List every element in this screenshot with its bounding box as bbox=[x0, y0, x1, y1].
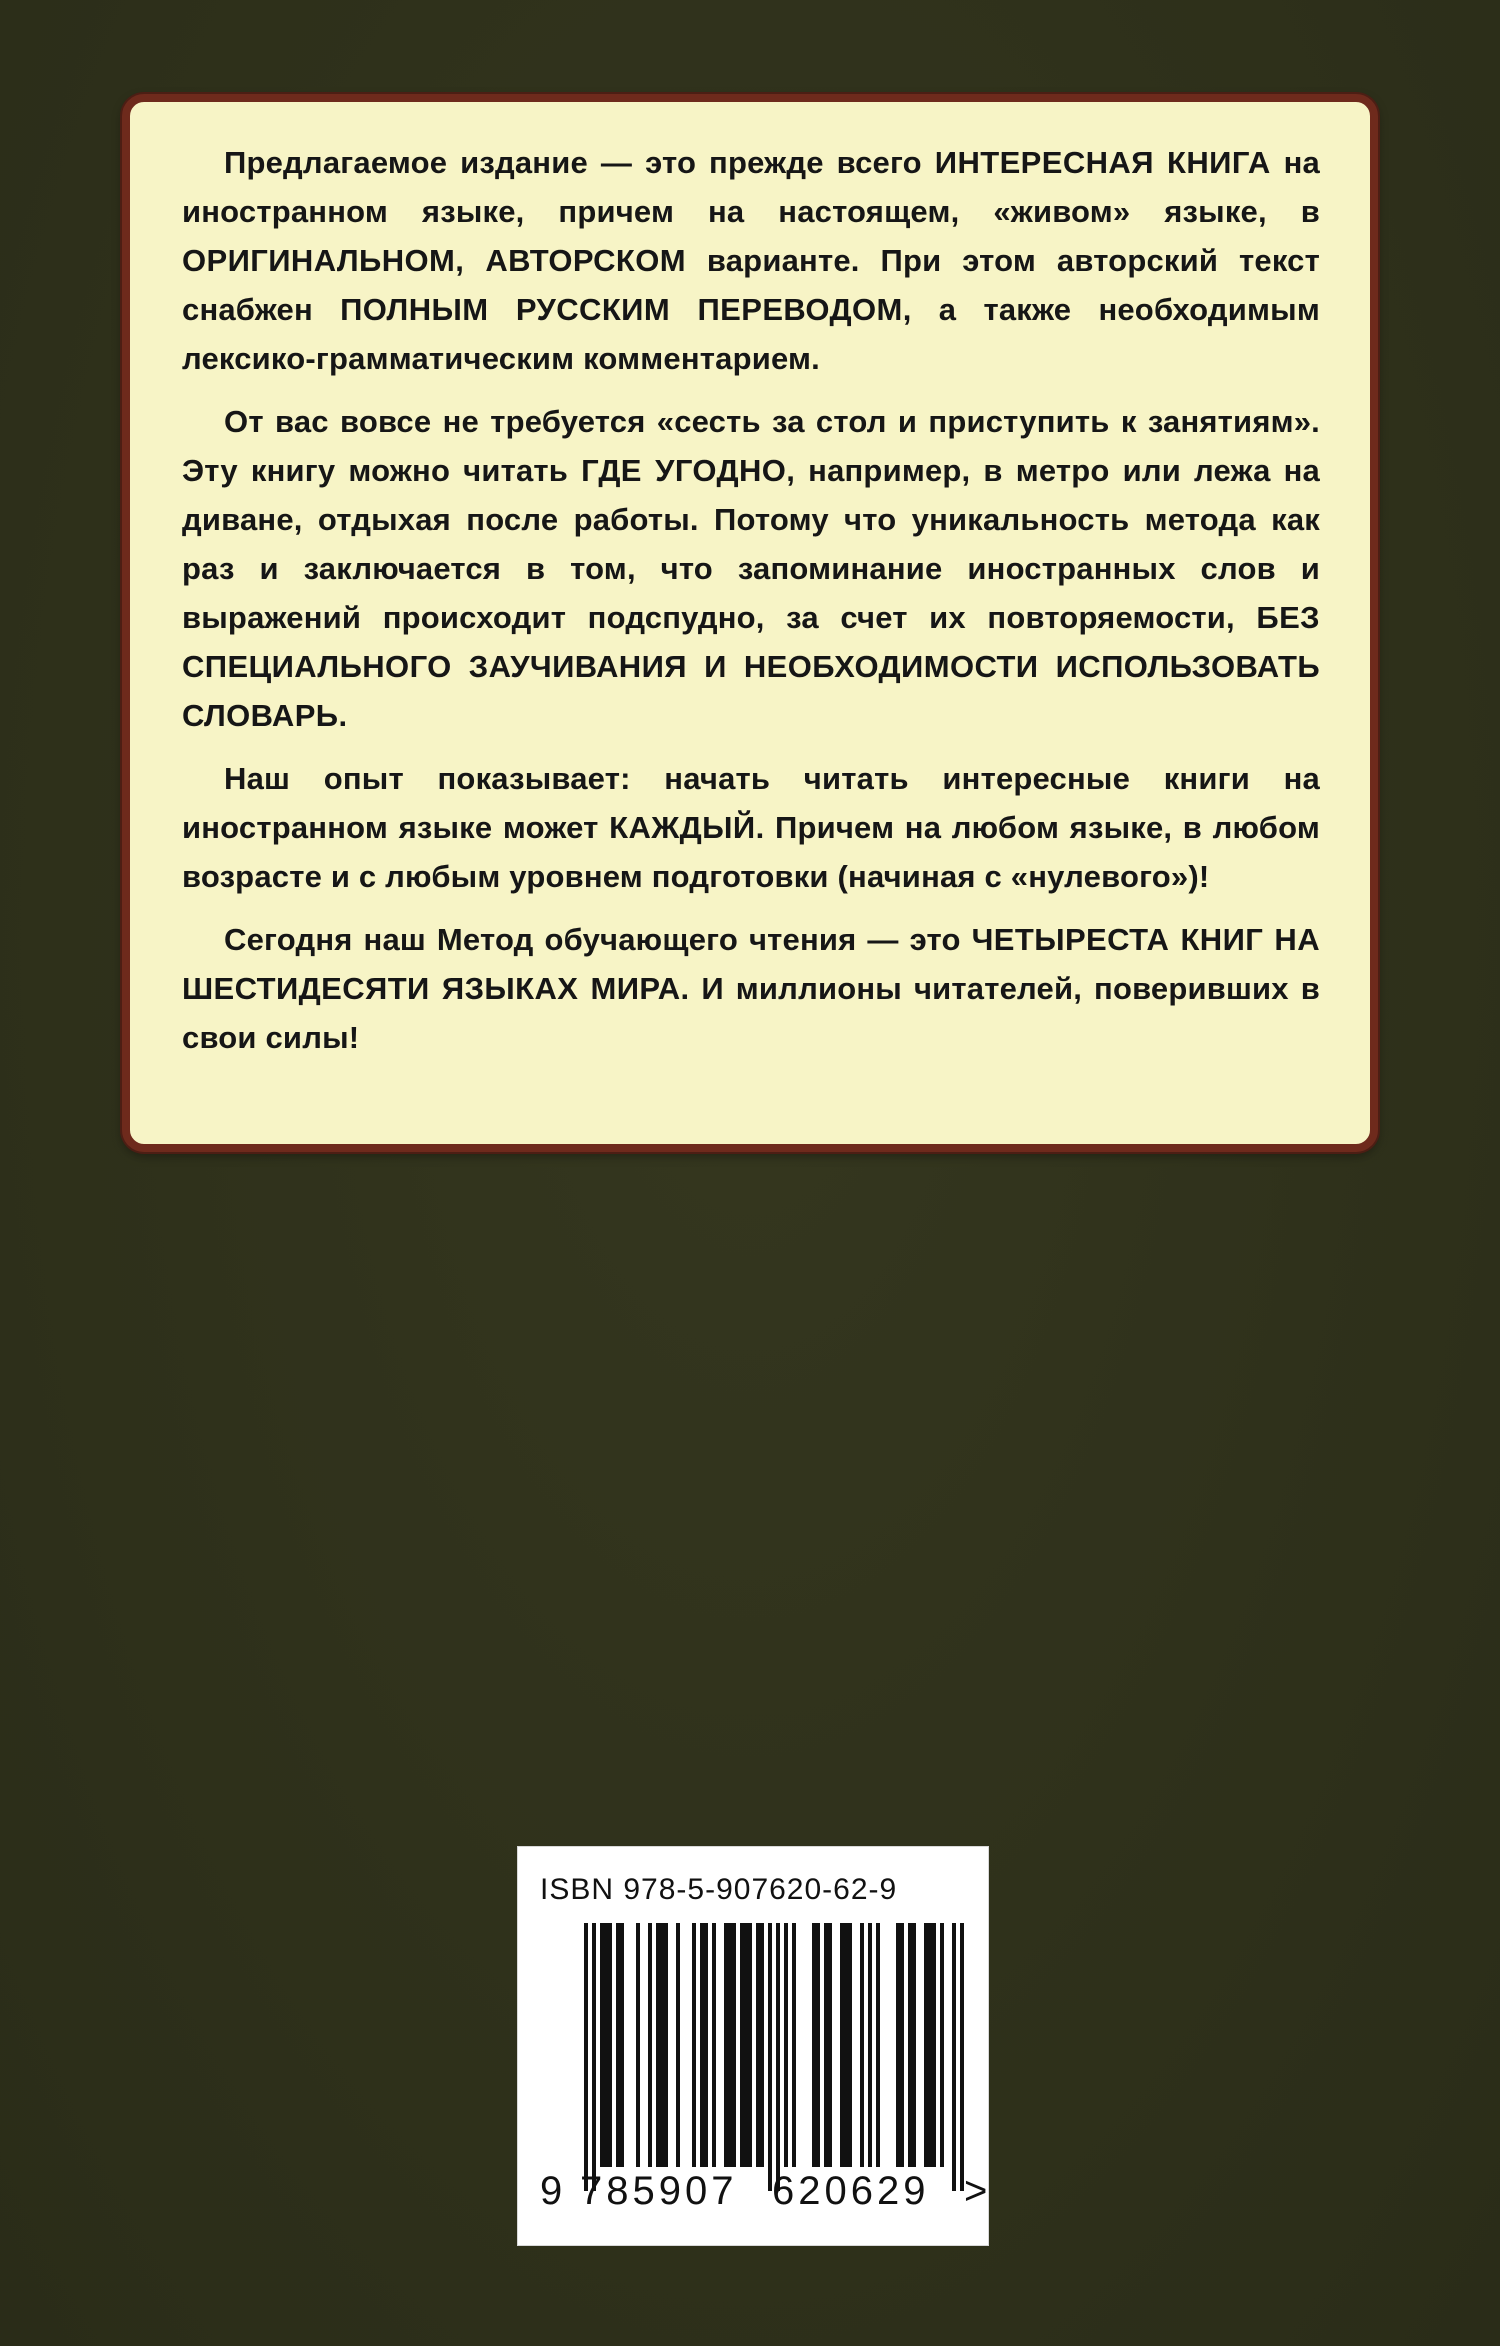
barcode-bar bbox=[616, 1923, 624, 2167]
barcode-digit-lead: 9 bbox=[540, 2169, 564, 2213]
blurb-text: От вас вовсе не требуется «сесть за стол и приступить к занятиям». Эту книгу можно читать bbox=[182, 404, 1320, 488]
blurb-text: варианте. При этом авторский текст снабжен bbox=[182, 243, 1320, 327]
blurb-text: Сегодня наш Метод обучающего чтения — это bbox=[224, 922, 972, 957]
barcode-bar bbox=[700, 1923, 708, 2167]
blurb-emphasis: ИНТЕРЕСНАЯ КНИГА bbox=[934, 145, 1271, 180]
blurb-paragraph bbox=[182, 138, 1320, 383]
barcode-bar bbox=[656, 1923, 668, 2167]
blurb-text: Наш опыт показывает: начать читать интересные книги на иностранном языке может bbox=[182, 761, 1320, 845]
blurb-paragraph bbox=[182, 915, 1320, 1062]
barcode-guard-bar bbox=[952, 1923, 956, 2191]
barcode-bar bbox=[676, 1923, 680, 2167]
barcode-guard-bar bbox=[584, 1923, 588, 2191]
blurb-text: . И миллионы читателей, поверивших в свои силы! bbox=[182, 971, 1320, 1055]
barcode-guard-bar bbox=[592, 1923, 596, 2191]
blurb-emphasis: ЧЕТЫРЕСТА КНИГ НА ШЕСТИДЕСЯТИ ЯЗЫКАХ МИРА bbox=[182, 922, 1321, 1006]
barcode-bar bbox=[636, 1923, 640, 2167]
blurb-text: , а также необходимым лексико-грамматическим комментарием. bbox=[182, 292, 1320, 376]
barcode-bar bbox=[876, 1923, 880, 2167]
barcode-bar bbox=[896, 1923, 904, 2167]
barcode-digits bbox=[540, 2169, 988, 2214]
barcode-digits-left: 785907 bbox=[580, 2169, 738, 2213]
barcode-bar bbox=[712, 1923, 716, 2167]
barcode-bar bbox=[868, 1923, 872, 2167]
barcode-bar bbox=[924, 1923, 936, 2167]
blurb-paragraph bbox=[182, 754, 1320, 901]
barcode-bar bbox=[824, 1923, 832, 2167]
barcode-digits-right: 620629 bbox=[772, 2169, 930, 2213]
blurb-emphasis: БЕЗ СПЕЦИАЛЬНОГО ЗАУЧИВАНИЯ И НЕОБХОДИМОСТИ ИСПОЛЬЗОВАТЬ СЛОВАРЬ. bbox=[182, 600, 1320, 733]
blurb-emphasis: КАЖДЫЙ bbox=[609, 810, 756, 845]
barcode-bar bbox=[756, 1923, 764, 2167]
barcode-guard-bar bbox=[776, 1923, 780, 2191]
blurb-text: Предлагаемое издание — это прежде всего bbox=[224, 145, 935, 180]
barcode-bar bbox=[860, 1923, 864, 2167]
barcode-guard-bar bbox=[960, 1923, 964, 2191]
barcode-bar bbox=[792, 1923, 796, 2167]
blurb-emphasis: ПОЛНЫМ РУССКИМ ПЕРЕВОДОМ bbox=[340, 292, 903, 327]
blurb-panel bbox=[122, 94, 1378, 1152]
barcode-bar bbox=[600, 1923, 612, 2167]
barcode-bar bbox=[648, 1923, 652, 2167]
barcode-guard-bar bbox=[768, 1923, 772, 2191]
blurb-paragraph bbox=[182, 397, 1320, 740]
isbn-label: ISBN 978-5-907620-62-9 bbox=[540, 1873, 898, 1906]
barcode-bar bbox=[812, 1923, 820, 2167]
blurb-emphasis: ГДЕ УГОДНО bbox=[581, 453, 787, 488]
barcode-bar bbox=[840, 1923, 852, 2167]
barcode-bar bbox=[724, 1923, 736, 2167]
barcode-bar bbox=[784, 1923, 788, 2167]
blurb-emphasis: ОРИГИНАЛЬНОМ, АВТОРСКОМ bbox=[182, 243, 686, 278]
barcode-quiet-zone-mark: > bbox=[964, 2169, 989, 2213]
barcode-bar bbox=[908, 1923, 916, 2167]
isbn-barcode-block bbox=[517, 1846, 989, 2246]
barcode-bar bbox=[740, 1923, 752, 2167]
barcode-bar bbox=[940, 1923, 944, 2167]
blurb-text: на иностранном языке, причем на настоящем, «живом» языке, в bbox=[182, 145, 1320, 229]
barcode bbox=[584, 1923, 964, 2191]
blurb-text: , например, в метро или лежа на диване, отдыхая после работы. Потому что уникальность метода как раз и заключается в том, что запоминание иностранных слов и выражений происходит подспудно, за счет их повторяемости, bbox=[182, 453, 1320, 635]
barcode-bar bbox=[692, 1923, 696, 2167]
blurb-text: . Причем на любом языке, в любом возрасте и с любым уровнем подготовки (начиная с «нулевого»)! bbox=[182, 810, 1320, 894]
